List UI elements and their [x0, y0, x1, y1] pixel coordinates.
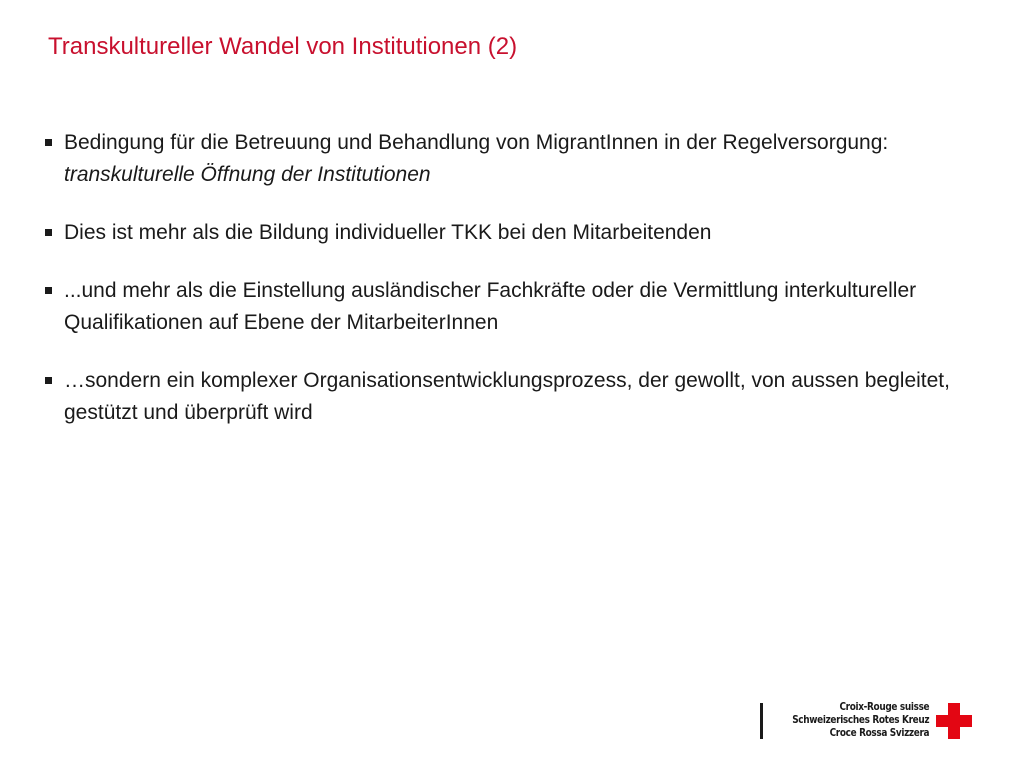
- slide-title: Transkultureller Wandel von Institutionen (2): [48, 33, 518, 60]
- square-bullet-icon: [45, 377, 52, 384]
- square-bullet-icon: [45, 229, 52, 236]
- bullet-text-italic: transkulturelle Öffnung der Institutionen: [64, 163, 431, 186]
- bullet-item: [44, 365, 974, 429]
- red-cross-logo: [760, 701, 975, 741]
- bullet-text: …sondern ein komplexer Organisationsentwicklungsprozess, der gewollt, von aussen begleitet, gestützt und überprüft wird: [64, 369, 950, 424]
- logo-line-french: Croix-Rouge suisse: [839, 701, 929, 713]
- bullet-item: [44, 275, 974, 339]
- bullet-item: [44, 127, 974, 191]
- square-bullet-icon: [45, 139, 52, 146]
- bullet-text: Dies ist mehr als die Bildung individueller TKK bei den Mitarbeitenden: [64, 221, 712, 244]
- bullet-item: [44, 217, 974, 249]
- logo-text: [792, 701, 929, 740]
- red-cross-icon: [936, 703, 972, 739]
- logo-divider: [760, 703, 763, 739]
- bullet-text: Bedingung für die Betreuung und Behandlung von MigrantInnen in der Regelversorgung:: [64, 131, 889, 154]
- bullet-list: [44, 127, 974, 455]
- logo-line-italian: Croce Rossa Svizzera: [829, 727, 929, 739]
- bullet-text: ...und mehr als die Einstellung ausländischer Fachkräfte oder die Vermittlung interkultureller Qualifikationen auf Ebene der MitarbeiterInnen: [64, 279, 917, 334]
- square-bullet-icon: [45, 287, 52, 294]
- logo-line-german: Schweizerisches Rotes Kreuz: [791, 714, 929, 726]
